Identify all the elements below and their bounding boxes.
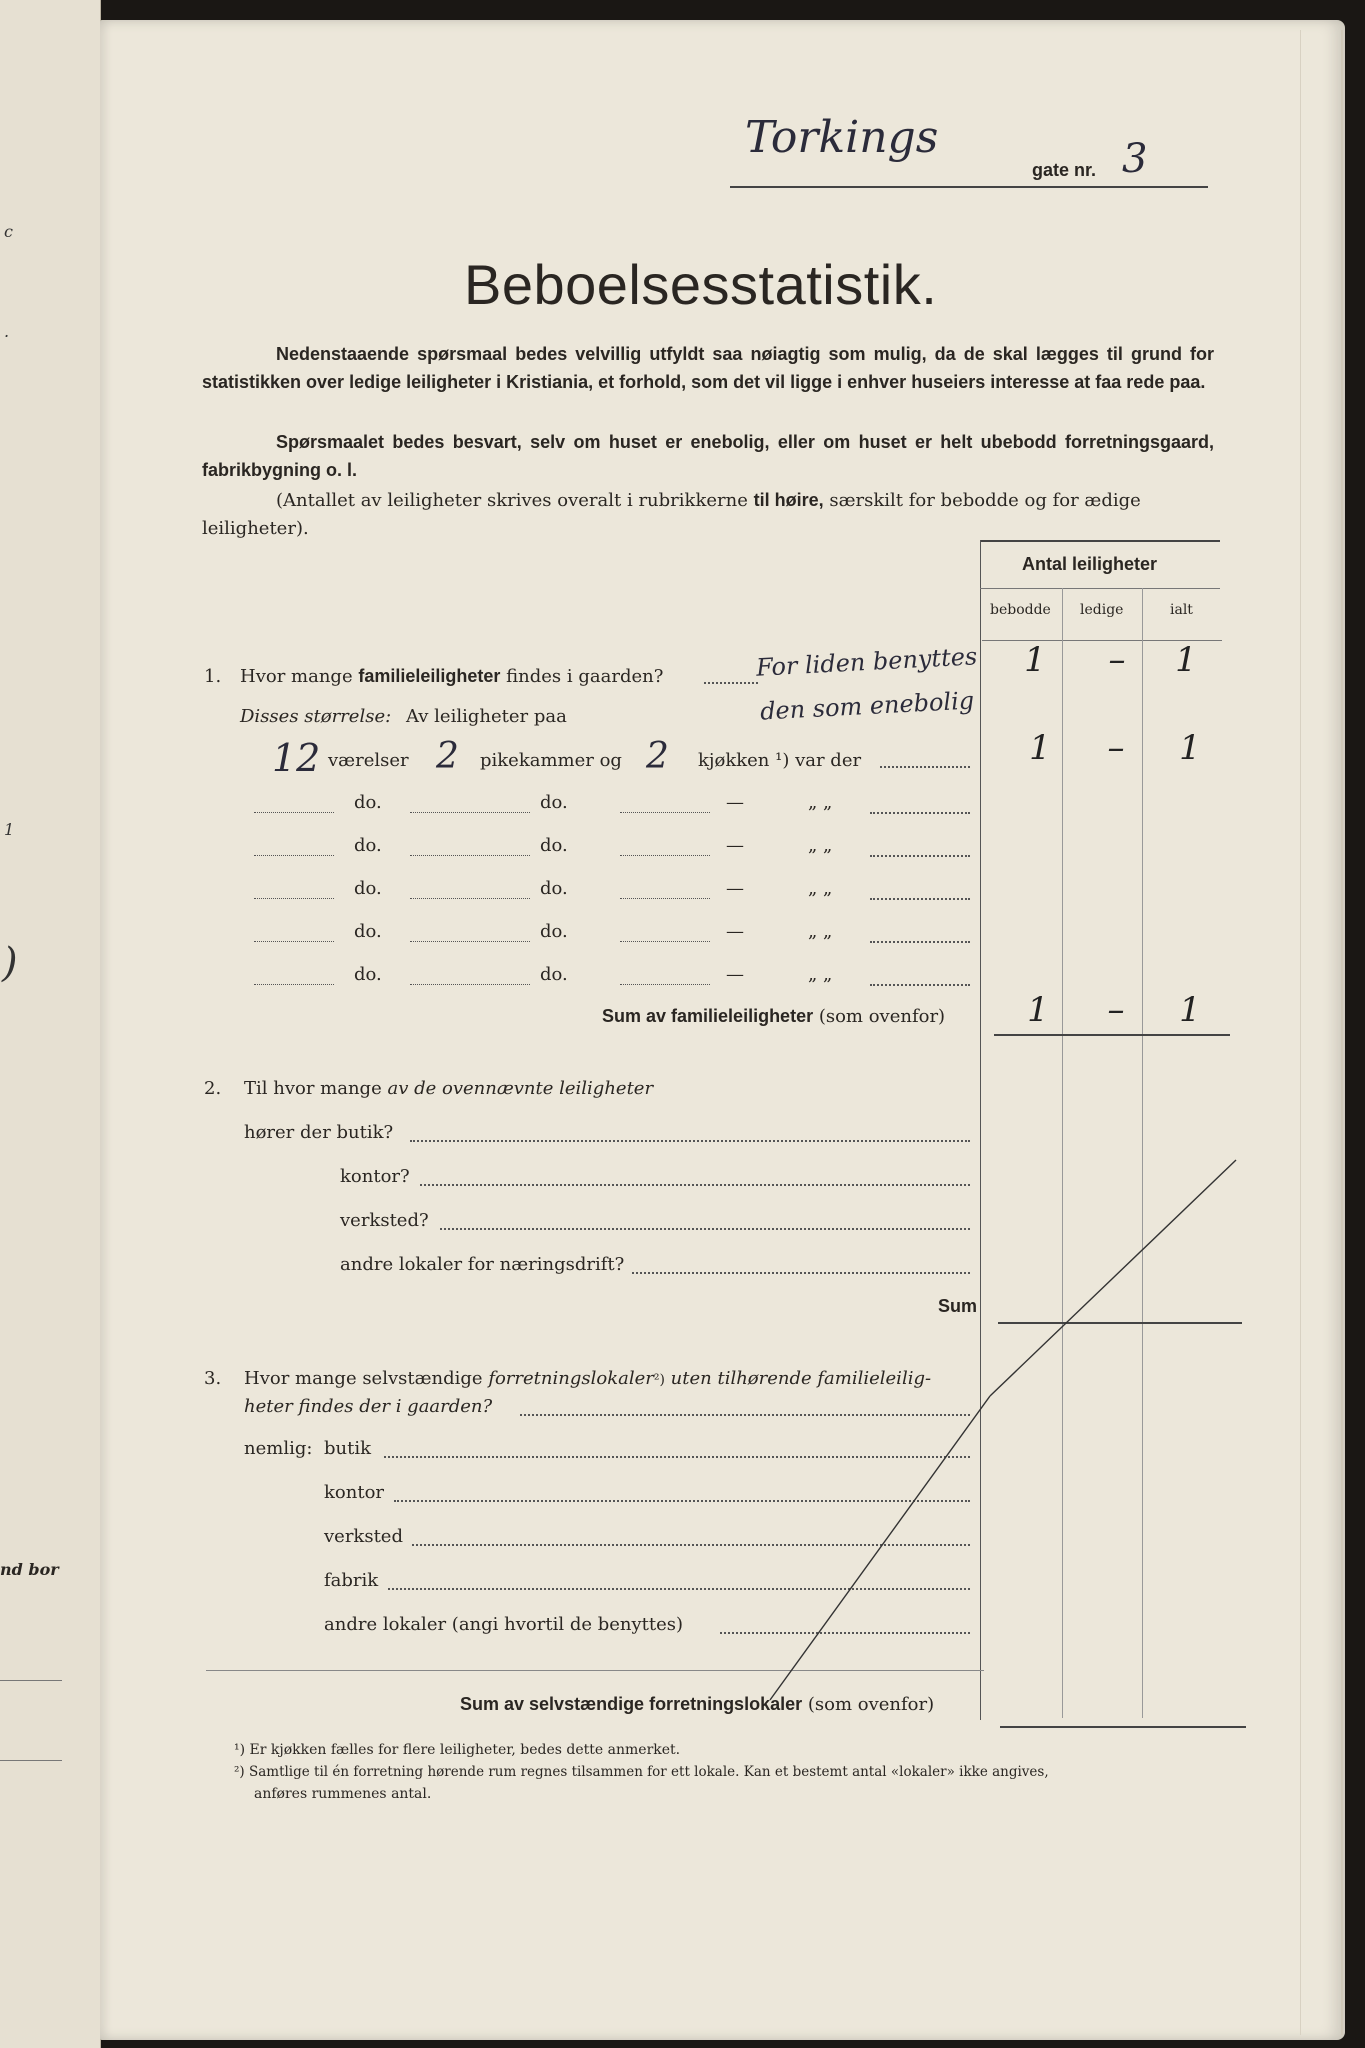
intro-p3-text: (Antallet av leiligheter skrives overalt i rubrikkerne xyxy=(276,490,748,511)
intro-p3-bold: til høire, xyxy=(753,490,824,510)
q1-bebodde-value: 1 xyxy=(1024,640,1046,680)
q1-note-handwritten-2: den som enebolig xyxy=(759,686,975,726)
q2-butik: hører der butik? xyxy=(244,1122,394,1143)
q1-text: findes i gaarden? xyxy=(506,666,664,687)
footnote-1: ¹) Er kjøkken fælles for flere leiligheter, bedes dette anmerket. xyxy=(234,1742,681,1758)
page-title: Beboelsesstatistik. xyxy=(464,253,938,316)
do-label: do. xyxy=(540,792,568,813)
column-header-bebodde: bebodde xyxy=(990,602,1051,618)
do-label: do. xyxy=(354,878,382,899)
left-page-label: nd bor xyxy=(0,1560,59,1579)
q1-ialt-value: 1 xyxy=(1175,640,1197,680)
do-label: do. xyxy=(354,792,382,813)
dash: — xyxy=(726,964,744,985)
left-page-mark: 1 xyxy=(4,820,15,839)
q3-sum-bold: Sum av selvstændige forretningslokaler xyxy=(460,1694,803,1714)
kjokken-count-handwritten: 2 xyxy=(646,736,669,777)
street-name-handwritten: Torkings xyxy=(745,112,939,163)
footnote-2-cont: anføres rummenes antal. xyxy=(254,1786,432,1802)
row1-bebodde-value: 1 xyxy=(1029,728,1051,768)
q3-text-italic: uten tilhørende familieleilig- xyxy=(670,1368,932,1389)
q2-sum-label: Sum xyxy=(938,1296,978,1316)
q1-text-bold: familieleiligheter xyxy=(358,666,501,686)
dash: — xyxy=(726,921,744,942)
column-header-ledige: ledige xyxy=(1080,602,1124,618)
pen-stroke xyxy=(770,1396,990,1700)
do-label: do. xyxy=(540,878,568,899)
sum-ialt-value: 1 xyxy=(1179,990,1201,1030)
sizes-text: Av leiligheter paa xyxy=(406,706,567,727)
row1-ledige-value: – xyxy=(1107,728,1125,768)
gate-label: gate nr. xyxy=(1032,160,1097,180)
do-label: do. xyxy=(540,835,568,856)
q3-kontor: kontor xyxy=(324,1482,385,1503)
q1-text: Hvor mange xyxy=(240,666,353,687)
do-label: do. xyxy=(540,921,568,942)
q2-text: Til hvor mange xyxy=(244,1078,382,1099)
q3-footnote-ref: ²) xyxy=(653,1372,665,1388)
house-number-handwritten: 3 xyxy=(1122,136,1148,182)
q2-verksted: verksted? xyxy=(340,1210,429,1231)
pikekammer-label: pikekammer og xyxy=(480,750,622,771)
rooms-count-handwritten: 12 xyxy=(272,736,321,780)
sum-bebodde-value: 1 xyxy=(1027,990,1049,1030)
q2-andre: andre lokaler for næringsdrift? xyxy=(340,1254,625,1275)
pikekammer-count-handwritten: 2 xyxy=(436,736,459,777)
q3-number: 3. xyxy=(204,1368,222,1389)
table-title: Antal leiligheter xyxy=(1022,554,1158,574)
q1-ledige-value: – xyxy=(1108,640,1126,680)
dash: — xyxy=(726,878,744,899)
q3-question-line2: heter findes der i gaarden? xyxy=(244,1396,493,1417)
do-label: do. xyxy=(354,835,382,856)
intro-p3-text: leiligheter). xyxy=(202,518,309,539)
vaerelser-label: værelser xyxy=(328,750,409,771)
q3-text: Hvor mange selvstændige xyxy=(244,1368,483,1389)
left-page-mark: ) xyxy=(2,940,18,986)
row1-ialt-value: 1 xyxy=(1179,728,1201,768)
q2-text-italic: av de ovennævnte leiligheter xyxy=(387,1078,654,1099)
ditto-quote: „ „ xyxy=(808,835,833,856)
intro-paragraph-2: Spørsmaalet bedes besvart, selv om huset er enebolig, eller om huset er helt ubebodd forretningsgaard, fabrikbygning o. l. xyxy=(202,432,1214,480)
column-header-ialt: ialt xyxy=(1170,602,1193,618)
q3-butik: butik xyxy=(324,1438,372,1459)
pen-stroke xyxy=(990,1160,1236,1396)
kjokken-label: kjøkken ¹) var der xyxy=(698,750,862,771)
q1-sum-rest: (som ovenfor) xyxy=(818,1006,946,1027)
do-label: do. xyxy=(540,964,568,985)
q3-sum-rest: (som ovenfor) xyxy=(807,1694,935,1715)
intro-paragraph-1: Nedenstaaende spørsmaal bedes velvillig utfyldt saa nøiagtig som mulig, da de skal lægges til grund for statistikken over ledige leiligheter i Kristiania, et forhold, som det vil ligge i enhver huseiers interesse at faa rede paa. xyxy=(202,344,1214,392)
q3-verksted: verksted xyxy=(324,1526,403,1547)
q2-number: 2. xyxy=(204,1078,222,1099)
q1-sum-bold: Sum av familieleiligheter xyxy=(602,1006,814,1026)
q1-note-handwritten-1: For liden benyttes xyxy=(755,642,978,682)
do-label: do. xyxy=(354,964,382,985)
q3-nemlig: nemlig: xyxy=(244,1438,313,1459)
sizes-label: Disses størrelse: xyxy=(240,706,392,727)
ditto-quote: „ „ xyxy=(808,792,833,813)
ditto-quote: „ „ xyxy=(808,878,833,899)
intro-p3-text: ædige xyxy=(1084,490,1141,511)
footnote-2: ²) Samtlige til én forretning hørende rum regnes tilsammen for ett lokale. Kan et bestemt antal «lokaler» ikke angives, xyxy=(234,1764,1049,1780)
q3-text-italic: forretningslokaler xyxy=(488,1368,654,1389)
q3-andre: andre lokaler (angi hvortil de benyttes) xyxy=(324,1614,684,1635)
dash: — xyxy=(726,835,744,856)
ditto-quote: „ „ xyxy=(808,964,833,985)
q2-kontor: kontor? xyxy=(340,1166,410,1187)
do-label: do. xyxy=(354,921,382,942)
q1-number: 1. xyxy=(204,666,222,687)
ditto-quote: „ „ xyxy=(808,921,833,942)
left-page-mark: c xyxy=(4,222,13,241)
intro-p3-text: særskilt for bebodde og for xyxy=(829,490,1079,511)
dash: — xyxy=(726,792,744,813)
left-page-mark: . xyxy=(4,322,10,341)
sum-ledige-value: – xyxy=(1107,990,1125,1030)
q3-fabrik: fabrik xyxy=(324,1570,379,1591)
